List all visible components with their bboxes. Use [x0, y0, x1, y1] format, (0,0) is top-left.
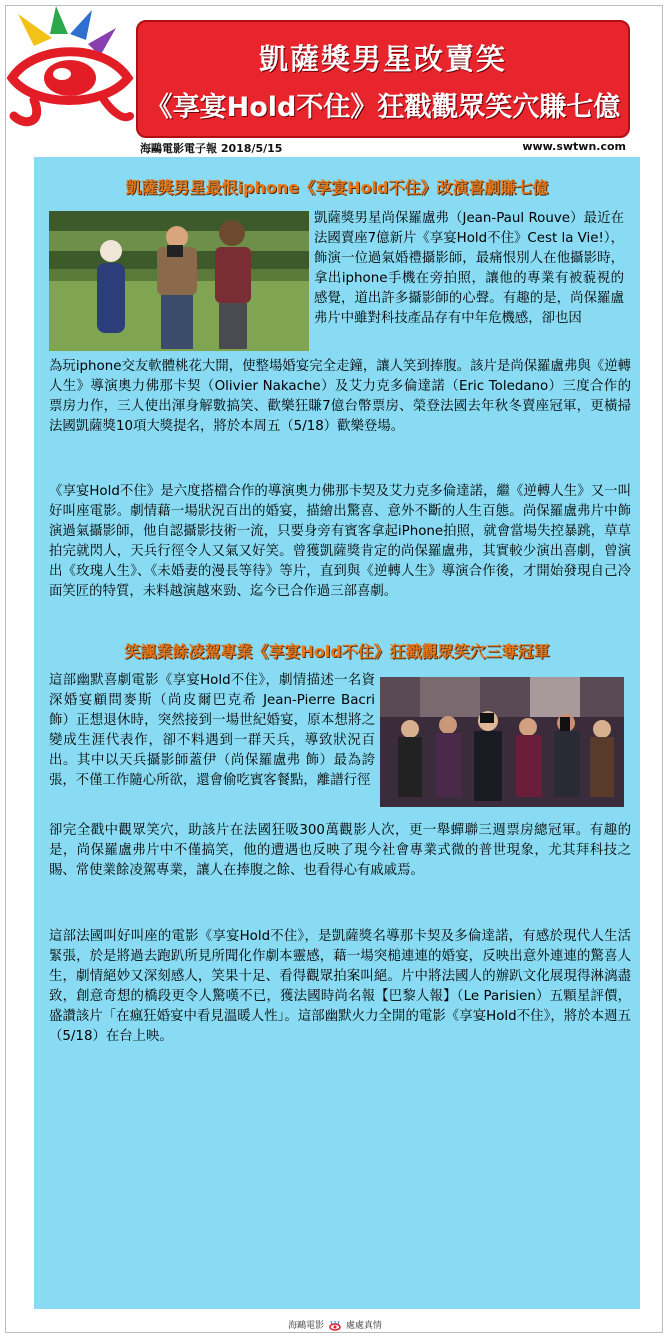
footer-brand: 海鷗電影 [288, 1321, 325, 1331]
website-link[interactable]: www.swtwn.com [522, 140, 626, 153]
film-still-three-characters-photo [49, 211, 309, 351]
section2-heading: 笑諷業餘凌駕專業《享宴Hold不住》狂戳觀眾笑穴三奪冠軍 [124, 642, 550, 661]
section1-paragraph2: 《享宴Hold不住》是六度搭檔合作的導演奧力佛那卡契及艾力克多倫達諾，繼《逆轉人生》又一叫好叫座電影。劇情藉一場狀況百出的婚宴，描繪出驚喜、意外不斷的人生百態。尚保羅盧弗片中飾演過氣攝影師，他自認攝影技術一流，只要身旁有賓客拿起iPhone拍照，就會當場失控暴跳，草草拍完就閃人，天兵行徑令人又氣又好笑。曾獲凱薩獎肯定的尚保羅盧弗，其實較少演出喜劇，曾演出《玫瑰人生》、《未婚妻的漫長等待》等片，直到與《逆轉人生》導演合作後，才開始發現自己冷面笑匠的特質，未料越演越來勁、迄今已合作過三部喜劇。 [49, 484, 631, 599]
section1-full-text: 為玩iphone交友軟體桃花大開，使整場婚宴完全走鐘，讓人笑到捧腹。該片是尚保羅盧弗與《逆轉人生》導演奧力佛那卡契（Olivier Nakache）及艾力克多倫達諾（Eric Toledano）三度合作的票房力作，三人使出渾身解數搞笑、歡樂狂賺7億台幣票房、榮登法國去年秋冬賣座冠軍，更橫掃法國凱薩獎10項大獎提名，將於本周五（5/18）歡樂登場。 [49, 359, 631, 434]
footer-slogan: 處處真情 [345, 1321, 382, 1331]
article-panel [34, 157, 640, 1309]
title-banner [136, 20, 630, 138]
section2-wrap-text: 這部幽默喜劇電影《享宴Hold不住》，劇情描述一名資深婚宴顧問麥斯（尚皮爾巴克希 Jean-Pierre Bacri 飾）正想退休時，突然接到一場世紀婚宴，原本想將之變成生涯代表作，卻不料遇到一群天兵，導致狀況百出。其中以天兵攝影師蓋伊（尚保羅盧弗 飾）最為誇張，不僅工作隨心所欲，還會偷吃賓客餐點，離譜行徑 [49, 673, 375, 788]
mini-seagull-logo-icon [329, 1321, 341, 1331]
headline-title: 凱薩獎男星改賣笑 [258, 42, 507, 76]
wedding-crowd-photographers-photo [380, 677, 624, 807]
footer [0, 1318, 670, 1331]
section2-paragraph2: 這部法國叫好叫座的電影《享宴Hold不住》，是凱薩獎名導那卡契及多倫達諾，有感於現代人生活緊張，於是將過去跑趴所見所聞化作劇本靈感，藉一場突槌連連的婚宴，反映出意外連連的驚喜人生，劇情絕妙又深刻感人，笑果十足、看得觀眾拍案叫絕。片中將法國人的辦趴文化展現得淋漓盡致，創意奇想的橋段更令人驚嘆不已，獲法國時尚名報【巴黎人報】（Le Parisien）五顆星評價，盛讚該片「在瘋狂婚宴中看見溫暖人性」。這部幽默火力全開的電影《享宴Hold不住》，將於本週五（5/18）在台上映。 [49, 929, 631, 1044]
section1-heading: 凱薩獎男星最恨iphone《享宴Hold不住》改演喜劇賺七億 [125, 178, 549, 197]
seagull-eye-logo-icon [4, 4, 134, 128]
section2-full-text: 卻完全戳中觀眾笑穴，助該片在法國狂吸300萬觀影人次，更一舉蟬聯三週票房總冠軍。有趣的是，尚保羅盧弗片中不僅搞笑，他的遭遇也反映了現今社會專業式微的普世現象，尤其拜科技之賜、常使業餘凌駕專業，讓人在捧腹之餘、也看得心有戚戚焉。 [49, 823, 631, 878]
newsletter-date: 海鷗電影電子報 2018/5/15 [140, 142, 283, 155]
section1-wrap-text: 凱薩獎男星尚保羅盧弗（Jean-Paul Rouve）最近在法國賣座7億新片《享宴Hold不住》Cest la Vie!），飾演一位過氣婚禮攝影師，最痛恨別人在他攝影時，拿出iphone手機在旁拍照，讓他的專業有被藐視的感覺，道出許多攝影師的心聲。有趣的是，尚保羅盧弗片中雖對科技產品存有中年危機感，卻也因 [314, 211, 624, 326]
headline-subtitle: 《享宴Hold不住》狂戳觀眾笑穴賺七億 [145, 92, 621, 123]
